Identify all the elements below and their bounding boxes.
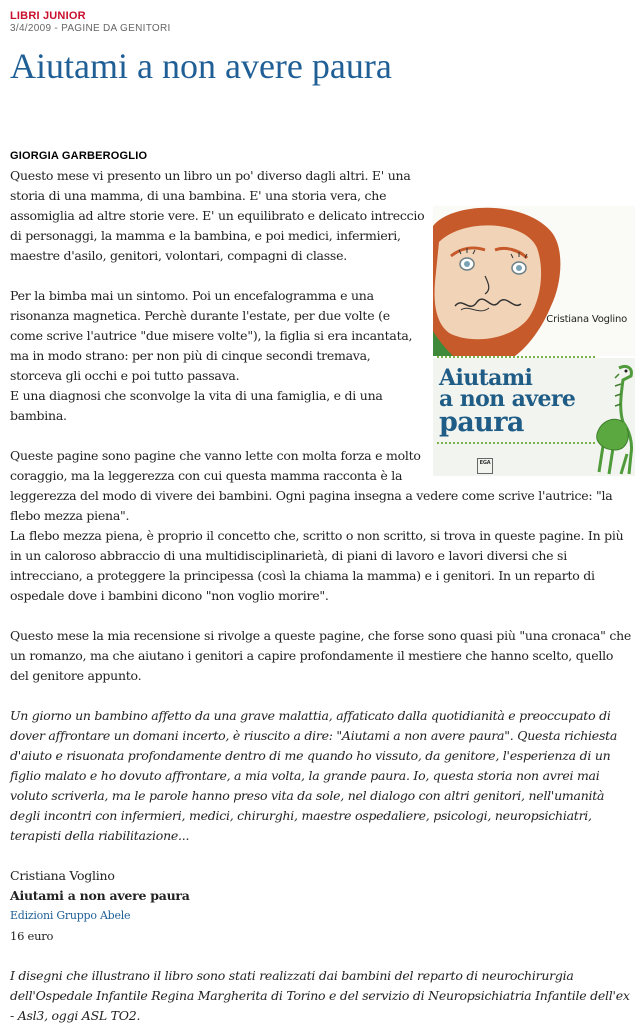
- article-paragraph: Questo mese vi presento un libro un po' diverso dagli altri. E' una storia di una mamma, di una bambina. E' una storia vera, che assomiglia ad altre storie vere. E' un equilibrato e delicato intreccio di personaggi, la mamma e la bambina, e poi medici, infermieri, maestre d'asilo, genitori, volontari, compagni di classe.: [10, 168, 425, 263]
- author-quote: Un giorno un bambino affetto da una grave malattia, affaticato dalla quotidianità e preoccupato di dover affrontare un domani incerto, è riuscito a dire: "Aiutami a non avere paura". Questa richiesta d'aiuto e risuonata profondamente dentro di me quando ho vissuto, da genitore, l'esperienza di un figlio malato e ho dovuto affrontare, a mia volta, la grande paura. Io, questa storia non avrei mai voluto scriverla, ma le parole hanno preso vita da sole, nel dialogo con altri genitori, nell'umanità degli incontri con infermieri, medici, chirurghi, maestre ospedaliere, psicologi, neuropsichiatri, terapisti della riabilitazione...: [10, 708, 618, 843]
- book-price: 16 euro: [10, 929, 54, 943]
- section-label[interactable]: LIBRI JUNIOR: [10, 10, 86, 22]
- article-paragraph: Per la bimba mai un sintomo. Poi un encefalogramma e una risonanza magnetica. Perchè durante l'estate, per due volte (e come scrive l'autrice "due misere volte"), la figlia si era incantata, ma in modo strano: per non più di cinque secondi tremava, storceva gli occhi e poi tutto passava.: [10, 288, 413, 383]
- publisher-logo: EGA: [477, 458, 493, 474]
- cover-title-line: Aiutami: [439, 365, 533, 391]
- dotted-rule: [437, 356, 595, 358]
- article-body: [10, 166, 632, 1026]
- book-author: Cristiana Voglino: [10, 868, 115, 883]
- article-title: Aiutami a non avere paura: [10, 46, 392, 86]
- book-publisher-link[interactable]: Edizioni Gruppo Abele: [10, 909, 131, 922]
- article-author: GIORGIA GARBEROGLIO: [10, 150, 148, 162]
- cover-title-line: a non avere: [439, 386, 576, 412]
- green-dinosaur-drawing-icon: [593, 364, 635, 476]
- cover-title-line: paura: [439, 407, 524, 438]
- book-cover-image: [433, 206, 635, 476]
- footnote: I disegni che illustrano il libro sono stati realizzati dai bambini del reparto di neurochirurgia dell'Ospedale Infantile Regina Margherita di Torino e del servizio di Neuropsichiatria Infantile dell'ex - Asl3, oggi ASL TO2.: [10, 968, 630, 1023]
- cover-title: [439, 365, 589, 438]
- cover-author: Cristiana Voglino: [546, 314, 627, 325]
- cover-illustration: [433, 206, 635, 356]
- cover-title-panel: [433, 358, 635, 476]
- dateline: 3/4/2009 - PAGINE DA GENITORI: [10, 23, 171, 34]
- article-paragraph: Questo mese la mia recensione si rivolge a queste pagine, che forse sono quasi più "una cronaca" che un romanzo, ma che aiutano i genitori a capire profondamente il mestiere che hanno scelto, quello del genitore appunto.: [10, 628, 632, 683]
- article-paragraph: Queste pagine sono pagine che vanno lette con molta forza e molto coraggio, ma la leggerezza con cui questa mamma racconta è la leggerezza del modo di vivere dei bambini. Ogni pagina insegna a vedere come scrive l'autrice: "la flebo mezza piena".: [10, 448, 613, 523]
- book-title: Aiutami a non avere paura: [10, 888, 190, 903]
- child-face-drawing-icon: [433, 206, 635, 356]
- article-paragraph: La flebo mezza piena, è proprio il concetto che, scritto o non scritto, si trova in queste pagine. In più in un caloroso abbraccio di una multidisciplinarietà, di piani di lavoro e lavori diversi che si intrecciano, a proteggere la principessa (così la chiama la mamma) e i genitori. In un reparto di ospedale dove i bambini dicono "non voglio morire".: [10, 528, 624, 603]
- dotted-rule: [437, 442, 595, 444]
- article-paragraph: E una diagnosi che sconvolge la vita di una famiglia, e di una bambina.: [10, 388, 383, 423]
